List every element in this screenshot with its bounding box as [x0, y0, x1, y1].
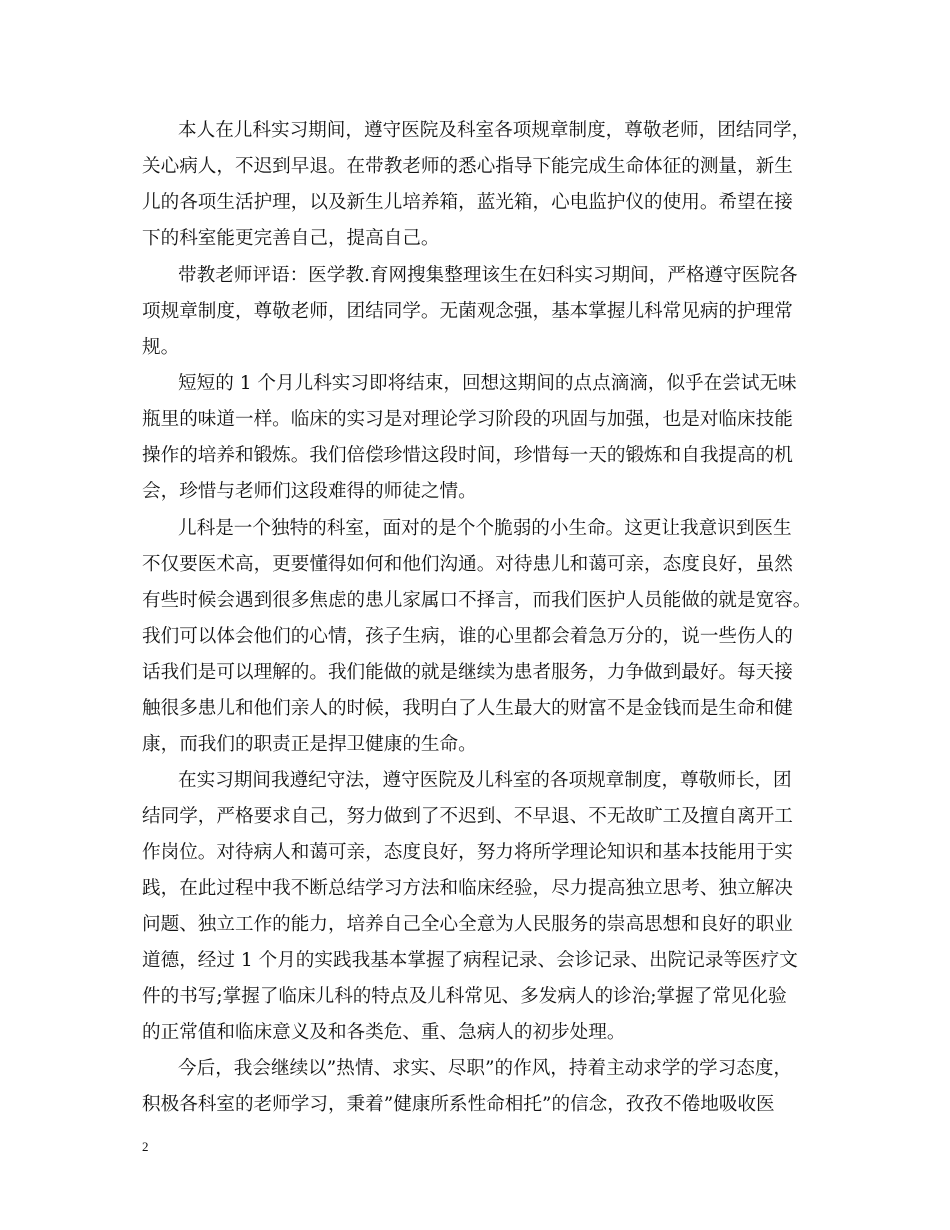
text-line: 儿的各项生活护理，以及新生儿培养箱，蓝光箱，心电监护仪的使用。希望在接 [142, 192, 793, 213]
text-line: 有些时候会遇到很多焦虑的患儿家属口不择言，而我们医护人员能做的就是宽容。 [142, 590, 812, 611]
text-line: 积极各科室的老师学习，秉着”健康所系性命相托”的信念，孜孜不倦地吸收医 [142, 1094, 775, 1115]
text-line: 触很多患儿和他们亲人的时候，我明白了人生最大的财富不是金钱而是生命和健 [142, 698, 793, 719]
text-line: 的正常值和临床意义及和各类危、重、急病人的初步处理。 [142, 1022, 626, 1043]
text-line: 话我们是可以理解的。我们能做的就是继续为患者服务，力争做到最好。每天接 [142, 662, 793, 683]
text-line: 会，珍惜与老师们这段难得的师徒之情。 [142, 481, 477, 502]
text-line: 瓶里的味道一样。临床的实习是对理论学习阶段的巩固与加强，也是对临床技能 [142, 409, 793, 430]
text-line: 带教老师评语：医学教.育网搜集整理该生在妇科实习期间，严格遵守医院各 [178, 265, 798, 286]
text-line: 本人在儿科实习期间，遵守医院及科室各项规章制度，尊敬老师，团结同学， [178, 120, 811, 141]
text-line: 康，而我们的职责正是捍卫健康的生命。 [142, 734, 477, 755]
text-line: 短短的 1 个月儿科实习即将结束，回想这期间的点点滴滴，似乎在尝试无味 [178, 373, 797, 394]
text-line: 下的科室能更完善自己，提高自己。 [142, 228, 440, 249]
text-line: 儿科是一个独特的科室，面对的是个个脆弱的小生命。这更让我意识到医生 [178, 518, 792, 539]
text-line: 践，在此过程中我不断总结学习方法和临床经验，尽力提高独立思考、独立解决 [142, 878, 793, 899]
text-line: 我们可以体会他们的心情，孩子生病，谁的心里都会着急万分的，说一些伤人的 [142, 626, 793, 647]
text-line: 件的书写;掌握了临床儿科的特点及儿科常见、多发病人的诊治;掌握了常见化验 [142, 986, 787, 1007]
text-line: 项规章制度，尊敬老师，团结同学。无菌观念强，基本掌握儿科常见病的护理常 [142, 301, 793, 322]
text-line: 规。 [142, 337, 180, 358]
text-line: 今后，我会继续以”热情、求实、尽职”的作风，持着主动求学的学习态度， [178, 1058, 793, 1079]
text-line: 作岗位。对待病人和蔼可亲，态度良好，努力将所学理论知识和基本技能用于实 [142, 842, 793, 863]
text-line: 问题、独立工作的能力，培养自己全心全意为人民服务的崇高思想和良好的职业 [142, 914, 793, 935]
text-line: 操作的培养和锻炼。我们倍偿珍惜这段时间，珍惜每一天的锻炼和自我提高的机 [142, 445, 793, 466]
text-line: 在实习期间我遵纪守法，遵守医院及儿科室的各项规章制度，尊敬师长，团 [178, 770, 792, 791]
text-line: 不仅要医术高，更要懂得如何和他们沟通。对待患儿和蔼可亲，态度良好，虽然 [142, 554, 793, 575]
text-line: 结同学，严格要求自己，努力做到了不迟到、不早退、不无故旷工及擅自离开工 [142, 806, 793, 827]
text-line: 关心病人，不迟到早退。在带教老师的悉心指导下能完成生命体征的测量，新生 [142, 156, 793, 177]
page-number: 2 [142, 1139, 149, 1154]
text-line: 道德，经过 1 个月的实践我基本掌握了病程记录、会诊记录、出院记录等医疗文 [142, 950, 798, 971]
